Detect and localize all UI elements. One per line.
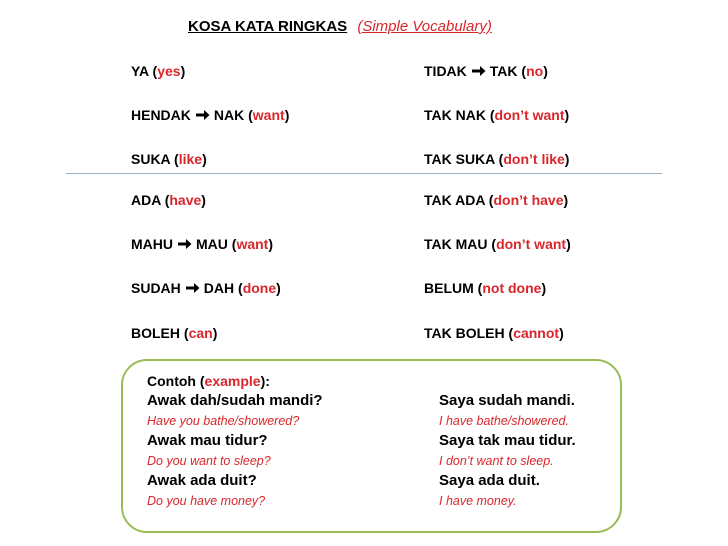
malay-word: TIDAK [424, 63, 467, 79]
example-answer-translation: I have money. [439, 494, 517, 508]
arrow-right-icon [178, 236, 192, 252]
paren-open: ( [234, 280, 243, 296]
arrow-right-icon [186, 280, 200, 296]
vocab-entry-right [424, 192, 568, 208]
example-question: Awak dah/sudah mandi? [147, 392, 323, 409]
arrow-right-icon [472, 63, 486, 79]
example-heading-suffix: ): [260, 373, 270, 389]
paren-open: ( [487, 236, 497, 252]
vocab-entry-right [424, 151, 569, 167]
arrow-right-icon [196, 107, 210, 123]
english-meaning: have [169, 192, 202, 208]
divider [66, 173, 662, 174]
paren-open: ( [485, 107, 495, 123]
english-meaning: don’t like [503, 151, 565, 167]
title-main: KOSA KATA RINGKAS [188, 18, 348, 35]
vocab-entry-right [424, 63, 548, 79]
paren-close: ) [543, 63, 548, 79]
paren-open: ( [484, 192, 494, 208]
example-answer-translation: I have bathe/showered. [439, 414, 569, 428]
english-meaning: want [252, 107, 285, 123]
example-heading-word: example [204, 373, 261, 389]
paren-close: ) [268, 236, 274, 252]
paren-close: ) [541, 280, 547, 296]
malay-word: YA [131, 63, 149, 79]
paren-close: ) [212, 325, 218, 341]
malay-word: SUDAH [131, 280, 181, 296]
vocab-entry-right [424, 325, 564, 341]
english-meaning: done [242, 280, 277, 296]
paren-open: ( [517, 63, 527, 79]
paren-open: ( [148, 63, 158, 79]
malay-word: SUKA [131, 151, 171, 167]
english-meaning: like [178, 151, 203, 167]
malay-word: BELUM [424, 280, 474, 296]
short-form: TAK [489, 63, 518, 79]
malay-word: TAK SUKA [424, 151, 495, 167]
english-meaning: can [188, 325, 213, 341]
example-question-translation: Have you bathe/showered? [147, 414, 300, 428]
malay-word: MAHU [131, 236, 173, 252]
vocab-entry-left [131, 236, 273, 252]
malay-word: ADA [131, 192, 161, 208]
malay-word: TAK MAU [424, 236, 488, 252]
malay-word: TAK NAK [424, 107, 486, 123]
vocab-entry-left [131, 63, 185, 79]
paren-open: ( [244, 107, 253, 123]
paren-close: ) [564, 151, 570, 167]
example-box [121, 359, 622, 533]
english-meaning: don’t want [496, 236, 567, 252]
short-form: NAK [213, 107, 245, 123]
english-meaning: want [236, 236, 269, 252]
paren-close: ) [564, 107, 570, 123]
paren-close: ) [566, 236, 571, 252]
english-meaning: yes [157, 63, 181, 79]
vocab-entry-left [131, 192, 206, 208]
paren-close: ) [202, 151, 207, 167]
malay-word: TAK ADA [424, 192, 485, 208]
title-sub: (Simple Vocabulary) [357, 18, 492, 35]
paren-close: ) [284, 107, 290, 123]
paren-open: ( [504, 325, 514, 341]
english-meaning: not done [482, 280, 542, 296]
paren-close: ) [559, 325, 564, 341]
vocab-entry-right [424, 107, 569, 123]
example-question: Awak ada duit? [147, 472, 257, 489]
paren-open: ( [170, 151, 179, 167]
paren-close: ) [180, 63, 186, 79]
example-question: Awak mau tidur? [147, 432, 268, 449]
malay-word: HENDAK [131, 107, 191, 123]
vocab-entry-left [131, 280, 281, 296]
short-form: MAU [196, 236, 228, 252]
example-answer-translation: I don’t want to sleep. [439, 454, 554, 468]
vocab-entry-left [131, 107, 289, 123]
short-form: DAH [203, 280, 235, 296]
vocab-entry-left [131, 325, 217, 341]
example-question-translation: Do you want to sleep? [147, 454, 271, 468]
malay-word: TAK BOLEH [424, 325, 505, 341]
vocab-entry-left [131, 151, 207, 167]
example-heading-prefix: Contoh ( [147, 373, 205, 389]
example-question-translation: Do you have money? [147, 494, 266, 508]
paren-open: ( [494, 151, 504, 167]
paren-open: ( [160, 192, 170, 208]
paren-close: ) [563, 192, 569, 208]
example-answer: Saya sudah mandi. [439, 392, 575, 409]
example-heading [147, 373, 270, 389]
paren-close: ) [276, 280, 281, 296]
english-meaning: cannot [513, 325, 560, 341]
english-meaning: don’t have [493, 192, 564, 208]
english-meaning: don’t want [494, 107, 565, 123]
example-answer: Saya ada duit. [439, 472, 540, 489]
example-answer: Saya tak mau tidur. [439, 432, 576, 449]
malay-word: BOLEH [131, 325, 180, 341]
english-meaning: no [526, 63, 544, 79]
vocab-entry-right [424, 236, 571, 252]
vocab-entry-right [424, 280, 546, 296]
paren-open: ( [227, 236, 237, 252]
paren-close: ) [201, 192, 206, 208]
paren-open: ( [180, 325, 189, 341]
paren-open: ( [473, 280, 483, 296]
